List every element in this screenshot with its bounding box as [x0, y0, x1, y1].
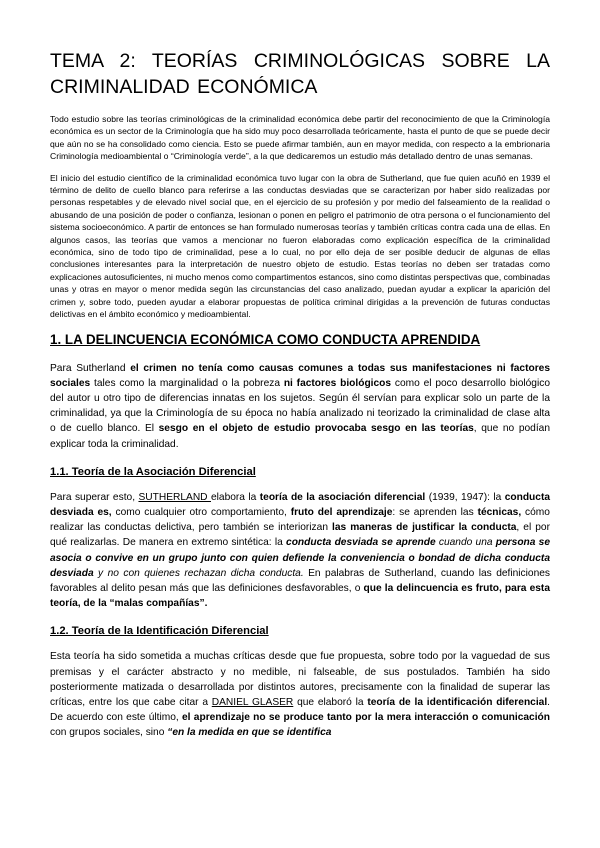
section-1-heading: 1. LA DELINCUENCIA ECONÓMICA COMO CONDUCTA APRENDIDA — [50, 331, 481, 347]
intro-paragraph-1: Todo estudio sobre las teorías criminológicas de la criminalidad económica debe partir del reconocimiento de que la Criminología económica es un sector de la Criminología que ha sido muy poco desarrollada teóricamente, hasta el punto de que se puede decir que aún no se ha consolidado como ciencia. Esto se puede afirmar también, aun en mayor medida, con respecto a la embrionaria Criminología medioambiental o “Criminología verde”, a la que dedicaremos un estudio más detallado dentro de unas semanas. — [50, 114, 550, 162]
section-1-1-paragraph: Para superar esto, SUTHERLAND elabora la teoría de la asociación diferencial (1939, 1947): la conducta desviada es, como cualquier otro comportamiento, fruto del aprendizaje: se aprenden las técnicas, cómo realizar las conductas delictiva, pero también se interiorizan las maneras de justificar la conducta, el por qué realizarlas. De manera en extremo sintética: la conducta desviada se aprende cuando una persona se asocia o convive en un grupo junto con quien defiende la conveniencia o bondad de dicha conducta desviada y no con quienes rechazan dicha conducta. En palabras de Sutherland, cuando las definiciones favorables al delito pesan más que las definiciones desfavorables, o que la delincuencia es fruto, para esta teoría, de la “malas compañías”. — [50, 491, 551, 610]
section-1-2-heading: 1.2. Teoría de la Identificación Diferencial — [50, 625, 269, 638]
section-1-1-heading: 1.1. Teoría de la Asociación Diferencial — [50, 465, 256, 478]
intro-paragraph-2: El inicio del estudio científico de la criminalidad económica tuvo lugar con la obra de Sutherland, que fue quien acuñó en 1939 el término de delito de cuello blanco para referirse a las conductas desviadas que se caracterizan por haber sido realizadas por personas respetables y de elevado nivel social que, en el ejercicio de su profesión y por medio del falseamiento de la realidad o abusando de una posición de poder o confianza, lesionan o ponen en peligro el patrimonio de otra persona o el funcionamiento del sistema socioeconómico. A partir de entonces se han formulado numerosas teorías y también críticas contra cada una de ellas. En algunos casos, las teorías que vamos a mencionar no fueron elaboradas como explicación específica de la criminalidad económica, sino de todo tipo de criminalidad, pese a lo cual, no por ello deja de ser posible deducir de algunas de ellas conclusiones interesantes para la interpretación de nuestro objeto de estudio. Estas teorías no deben ser tratadas como explicaciones autosuficientes, ni mucho menos como compartimentos estancos, sino como distintas perspectivas que, combinadas unas y otras en mayor o menor medida según las circunstancias del caso analizado, puedan ayudar a explicar la aparición del crimen y, sobre todo, pueden ayudar a elaborar propuestas de política criminal dirigidas a la prevención de futuras conductas delictivas en el ámbito económico y medioambiental. — [50, 172, 550, 320]
section-1-2-paragraph: Esta teoría ha sido sometida a muchas críticas desde que fue propuesta, sobre todo por la vaguedad de sus premisas y el carácter abstracto y no medible, ni falseable, de sus postulados. También ha sido posteriormente matizada o desarrollada por distintos autores, precisamente con la finalidad de superar las críticas, entre los que cabe citar a DANIEL GLASER que elaboró la teoría de la identificación diferencial. De acuerdo con este último, el aprendizaje no se produce tanto por la mera interacción o comunicación con grupos sociales, sino “en la medida en que se identifica — [50, 651, 551, 739]
author-sutherland: SUTHERLAND — [138, 491, 211, 503]
section-1-paragraph: Para Sutherland el crimen no tenía como causas comunes a todas sus manifestaciones ni factores sociales tales como la marginalidad o la pobreza ni factores biológicos como el poco desarrollo biológico del autor u otro tipo de diferencias innatas en los sujetos. Según él servían para explicar solo un parte de la criminalidad, ya que la Criminología de su época no había analizado ni teorizado la criminalidad de clase alta o de cuello blanco. El sesgo en el objeto de estudio provocaba sesgo en las teorías, que no podían explicar toda la criminalidad. — [50, 362, 550, 450]
page-title: TEMA 2: TEORÍAS CRIMINOLÓGICAS SOBRE LA CRIMINALIDAD ECONÓMICA — [50, 50, 550, 98]
author-daniel-glaser: DANIEL GLASER — [211, 696, 294, 708]
